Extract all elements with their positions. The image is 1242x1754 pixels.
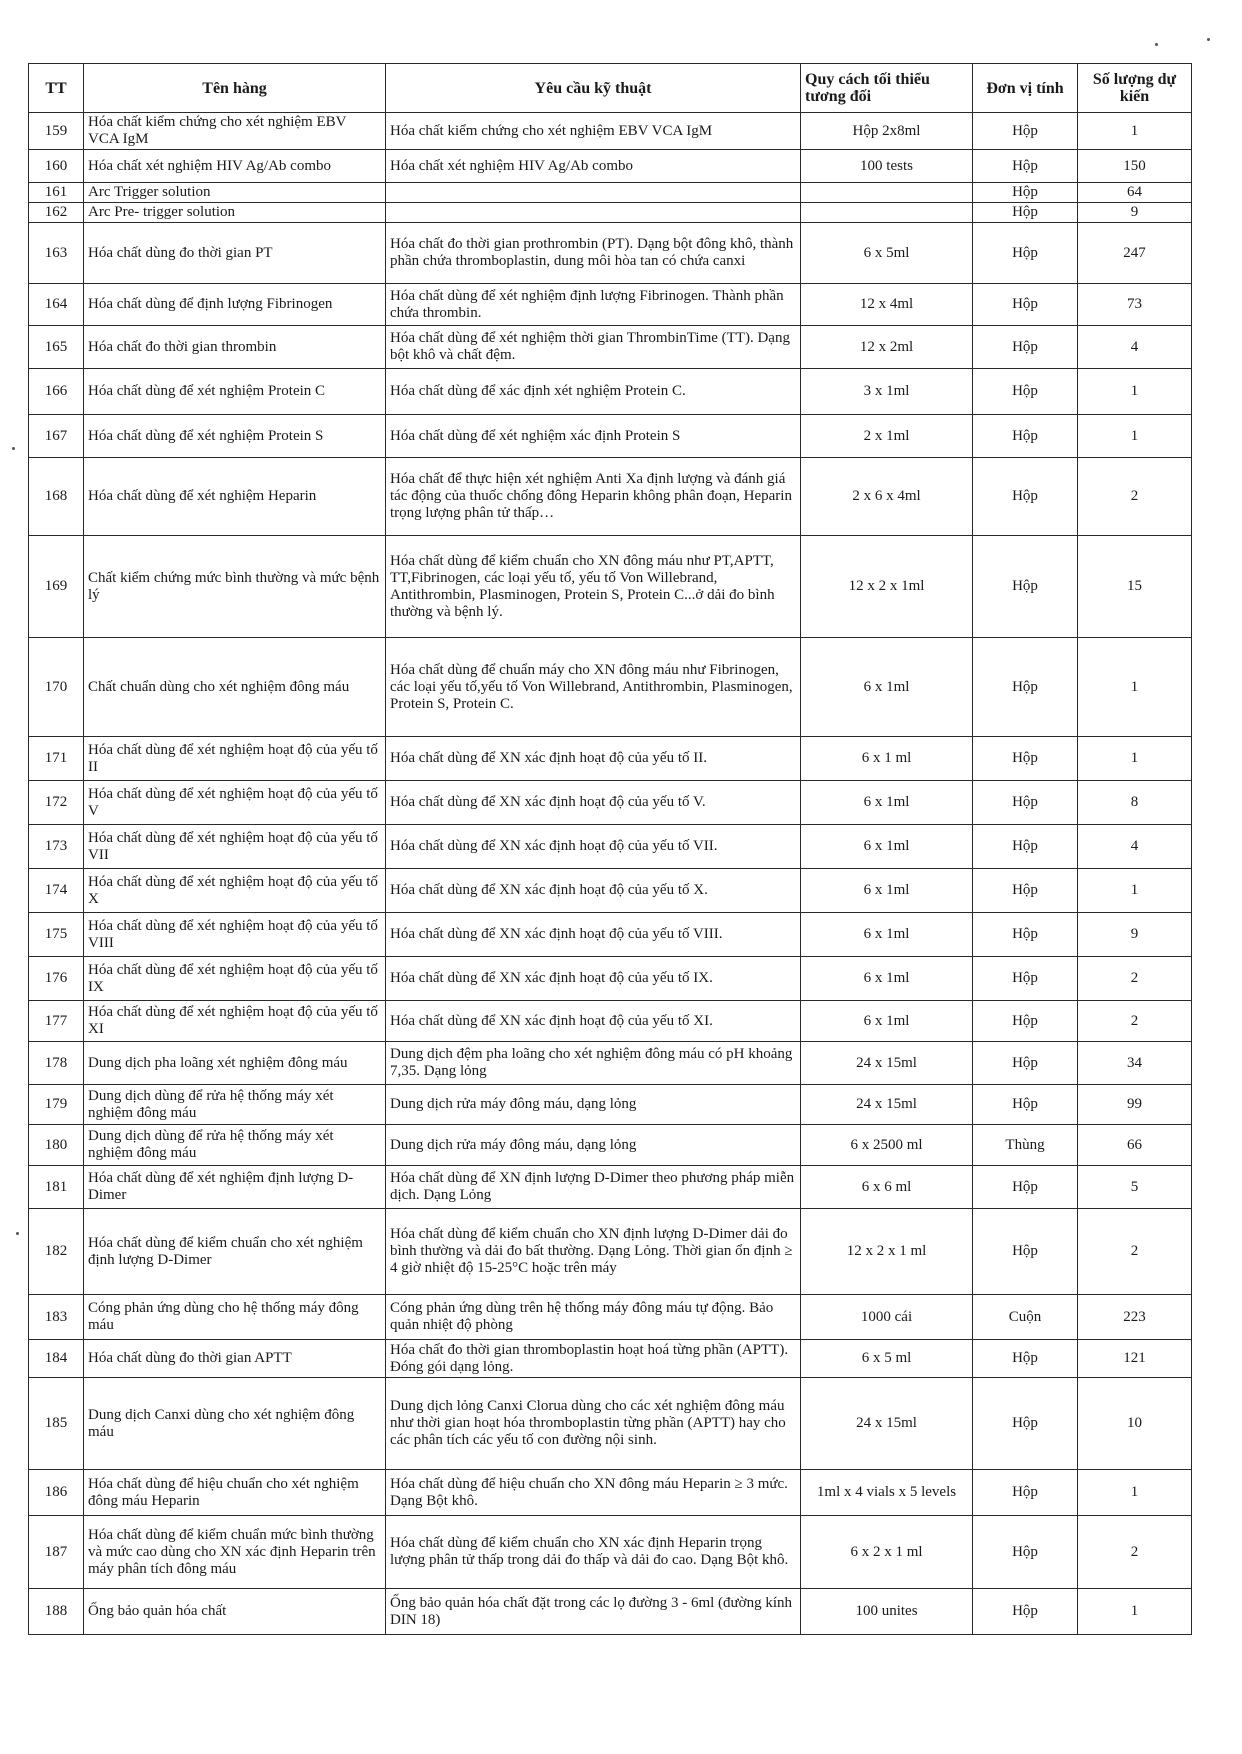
table-row: [29, 1378, 1192, 1470]
unit-cell: Hộp: [973, 825, 1078, 869]
technical-requirement-cell: Hóa chất đo thời gian prothrombin (PT). Dạng bột đông khô, thành phần chứa thromboplastin, dung môi hòa tan có chứa canxi: [386, 223, 801, 284]
item-name-cell: Hóa chất dùng để hiệu chuẩn cho xét nghiệm đông máu Heparin: [84, 1470, 386, 1516]
table-row: [29, 1001, 1192, 1042]
table-row: [29, 369, 1192, 415]
unit-cell: Hộp: [973, 458, 1078, 536]
row-number-cell: 181: [29, 1166, 84, 1209]
quantity-cell: 2: [1078, 957, 1192, 1001]
item-name-cell: Cóng phản ứng dùng cho hệ thống máy đông máu: [84, 1295, 386, 1340]
item-name-cell: Dung dịch dùng để rửa hệ thống máy xét nghiệm đông máu: [84, 1125, 386, 1166]
table-row: [29, 458, 1192, 536]
row-number-cell: 163: [29, 223, 84, 284]
unit-cell: Hộp: [973, 1001, 1078, 1042]
table-row: [29, 825, 1192, 869]
row-number-cell: 188: [29, 1589, 84, 1635]
table-row: [29, 150, 1192, 183]
technical-requirement-cell: Hóa chất dùng để kiểm chuẩn cho XN đông máu như PT,APTT, TT,Fibrinogen, các loại yếu tố, yếu tố Von Willebrand, Antithrombin, Plasminogen, Protein S, Protein C...ở dải đo bình thường và bệnh lý.: [386, 536, 801, 638]
packaging-cell: 6 x 1ml: [801, 913, 973, 957]
table-body: [29, 113, 1192, 1635]
scan-speck: [1155, 43, 1158, 46]
quantity-cell: 247: [1078, 223, 1192, 284]
unit-cell: Hộp: [973, 203, 1078, 223]
row-number-cell: 167: [29, 415, 84, 458]
unit-cell: Cuộn: [973, 1295, 1078, 1340]
row-number-cell: 175: [29, 913, 84, 957]
item-name-cell: Dung dịch dùng để rửa hệ thống máy xét nghiệm đông máu: [84, 1085, 386, 1125]
packaging-cell: 1000 cái: [801, 1295, 973, 1340]
packaging-cell: 3 x 1ml: [801, 369, 973, 415]
quantity-cell: 34: [1078, 1042, 1192, 1085]
packaging-cell: 6 x 1ml: [801, 825, 973, 869]
row-number-cell: 183: [29, 1295, 84, 1340]
quantity-cell: 9: [1078, 913, 1192, 957]
technical-requirement-cell: Dung dịch lỏng Canxi Clorua dùng cho các xét nghiệm đông máu như thời gian hoạt hóa thromboplastin từng phần (APTT) hay cho các phân tích các yếu tố con đường nội sinh.: [386, 1378, 801, 1470]
packaging-cell: 100 unites: [801, 1589, 973, 1635]
unit-cell: Hộp: [973, 1209, 1078, 1295]
item-name-cell: Dung dịch pha loãng xét nghiệm đông máu: [84, 1042, 386, 1085]
row-number-cell: 161: [29, 183, 84, 203]
table-header: [29, 64, 1192, 113]
unit-cell: Hộp: [973, 1470, 1078, 1516]
table-row: [29, 223, 1192, 284]
packaging-cell: 24 x 15ml: [801, 1085, 973, 1125]
technical-requirement-cell: Hóa chất dùng để XN định lượng D-Dimer theo phương pháp miễn dịch. Dạng Lỏng: [386, 1166, 801, 1209]
quantity-cell: 1: [1078, 638, 1192, 737]
packaging-cell: 24 x 15ml: [801, 1042, 973, 1085]
header-unit: Đơn vị tính: [973, 64, 1078, 113]
technical-requirement-cell: Ống bảo quản hóa chất đặt trong các lọ đường 3 - 6ml (đường kính DIN 18): [386, 1589, 801, 1635]
header-requirement: Yêu cầu kỹ thuật: [386, 64, 801, 113]
quantity-cell: 1: [1078, 415, 1192, 458]
quantity-cell: 99: [1078, 1085, 1192, 1125]
scan-speck: [1207, 38, 1210, 41]
row-number-cell: 171: [29, 737, 84, 781]
row-number-cell: 170: [29, 638, 84, 737]
unit-cell: Hộp: [973, 113, 1078, 150]
technical-requirement-cell: Hóa chất dùng để XN xác định hoạt độ của yếu tố II.: [386, 737, 801, 781]
item-name-cell: Ống bảo quản hóa chất: [84, 1589, 386, 1635]
row-number-cell: 159: [29, 113, 84, 150]
technical-requirement-cell: Dung dịch rửa máy đông máu, dạng lỏng: [386, 1125, 801, 1166]
item-name-cell: Hóa chất dùng để xét nghiệm hoạt độ của yếu tố VIII: [84, 913, 386, 957]
table-row: [29, 1085, 1192, 1125]
row-number-cell: 160: [29, 150, 84, 183]
packaging-cell: 6 x 5 ml: [801, 1340, 973, 1378]
item-name-cell: Hóa chất dùng đo thời gian APTT: [84, 1340, 386, 1378]
row-number-cell: 168: [29, 458, 84, 536]
row-number-cell: 185: [29, 1378, 84, 1470]
technical-requirement-cell: Hóa chất dùng để kiểm chuẩn cho XN định lượng D-Dimer dải đo bình thường và dải đo bất thường. Dạng Lỏng. Thời gian ổn định ≥ 4 giờ nhiệt độ 15-25°C hoặc trên máy: [386, 1209, 801, 1295]
packaging-cell: 6 x 5ml: [801, 223, 973, 284]
packaging-cell: [801, 203, 973, 223]
quantity-cell: 10: [1078, 1378, 1192, 1470]
header-row: [29, 64, 1192, 113]
quantity-cell: 66: [1078, 1125, 1192, 1166]
quantity-cell: 2: [1078, 1001, 1192, 1042]
chemicals-spec-table: [28, 63, 1192, 1635]
packaging-cell: 2 x 1ml: [801, 415, 973, 458]
table-row: [29, 1589, 1192, 1635]
row-number-cell: 178: [29, 1042, 84, 1085]
table-row: [29, 957, 1192, 1001]
item-name-cell: Hóa chất dùng để xét nghiệm hoạt độ của yếu tố VII: [84, 825, 386, 869]
unit-cell: Hộp: [973, 150, 1078, 183]
unit-cell: Hộp: [973, 1085, 1078, 1125]
item-name-cell: Hóa chất xét nghiệm HIV Ag/Ab combo: [84, 150, 386, 183]
quantity-cell: 2: [1078, 1209, 1192, 1295]
quantity-cell: 8: [1078, 781, 1192, 825]
technical-requirement-cell: Hóa chất dùng để XN xác định hoạt độ của yếu tố XI.: [386, 1001, 801, 1042]
quantity-cell: 2: [1078, 458, 1192, 536]
row-number-cell: 169: [29, 536, 84, 638]
technical-requirement-cell: Hóa chất dùng để xét nghiệm xác định Protein S: [386, 415, 801, 458]
technical-requirement-cell: Hóa chất dùng để xét nghiệm thời gian ThrombinTime (TT). Dạng bột khô và chất đệm.: [386, 326, 801, 369]
item-name-cell: Hóa chất đo thời gian thrombin: [84, 326, 386, 369]
quantity-cell: 1: [1078, 869, 1192, 913]
unit-cell: Hộp: [973, 781, 1078, 825]
table-row: [29, 415, 1192, 458]
packaging-cell: 6 x 1ml: [801, 638, 973, 737]
item-name-cell: Hóa chất dùng để định lượng Fibrinogen: [84, 284, 386, 326]
row-number-cell: 166: [29, 369, 84, 415]
quantity-cell: 121: [1078, 1340, 1192, 1378]
packaging-cell: 6 x 1 ml: [801, 737, 973, 781]
technical-requirement-cell: Hóa chất dùng để xác định xét nghiệm Protein C.: [386, 369, 801, 415]
unit-cell: Hộp: [973, 737, 1078, 781]
packaging-cell: 12 x 2 x 1ml: [801, 536, 973, 638]
unit-cell: Hộp: [973, 1042, 1078, 1085]
row-number-cell: 182: [29, 1209, 84, 1295]
item-name-cell: Chất chuẩn dùng cho xét nghiệm đông máu: [84, 638, 386, 737]
row-number-cell: 179: [29, 1085, 84, 1125]
quantity-cell: 1: [1078, 369, 1192, 415]
row-number-cell: 165: [29, 326, 84, 369]
technical-requirement-cell: Cóng phản ứng dùng trên hệ thống máy đông máu tự động. Bảo quản nhiệt độ phòng: [386, 1295, 801, 1340]
table-row: [29, 1470, 1192, 1516]
table-row: [29, 326, 1192, 369]
technical-requirement-cell: Hóa chất dùng để XN xác định hoạt độ của yếu tố V.: [386, 781, 801, 825]
table-row: [29, 1516, 1192, 1589]
technical-requirement-cell: Hóa chất xét nghiệm HIV Ag/Ab combo: [386, 150, 801, 183]
packaging-cell: 6 x 2500 ml: [801, 1125, 973, 1166]
technical-requirement-cell: Hóa chất dùng để kiểm chuẩn cho XN xác định Heparin trọng lượng phân tử thấp trong dải đo thấp và dải đo cao. Dạng Bột khô.: [386, 1516, 801, 1589]
table-row: [29, 737, 1192, 781]
quantity-cell: 1: [1078, 1589, 1192, 1635]
packaging-cell: 12 x 2ml: [801, 326, 973, 369]
quantity-cell: 1: [1078, 737, 1192, 781]
item-name-cell: Arc Pre- trigger solution: [84, 203, 386, 223]
item-name-cell: Hóa chất dùng để xét nghiệm hoạt độ của yếu tố IX: [84, 957, 386, 1001]
packaging-cell: 100 tests: [801, 150, 973, 183]
row-number-cell: 176: [29, 957, 84, 1001]
unit-cell: Thùng: [973, 1125, 1078, 1166]
item-name-cell: Hóa chất dùng đo thời gian PT: [84, 223, 386, 284]
row-number-cell: 186: [29, 1470, 84, 1516]
packaging-cell: 6 x 1ml: [801, 781, 973, 825]
quantity-cell: 223: [1078, 1295, 1192, 1340]
row-number-cell: 174: [29, 869, 84, 913]
table-row: [29, 113, 1192, 150]
item-name-cell: Hóa chất dùng để xét nghiệm hoạt độ của yếu tố V: [84, 781, 386, 825]
packaging-cell: 6 x 1ml: [801, 1001, 973, 1042]
technical-requirement-cell: Hóa chất đo thời gian thromboplastin hoạt hoá từng phần (APTT). Đóng gói dạng lỏng.: [386, 1340, 801, 1378]
technical-requirement-cell: Hóa chất dùng để XN xác định hoạt độ của yếu tố VIII.: [386, 913, 801, 957]
quantity-cell: 4: [1078, 825, 1192, 869]
row-number-cell: 177: [29, 1001, 84, 1042]
packaging-cell: 2 x 6 x 4ml: [801, 458, 973, 536]
item-name-cell: Hóa chất dùng để xét nghiệm Protein S: [84, 415, 386, 458]
unit-cell: Hộp: [973, 183, 1078, 203]
scan-speck: [12, 447, 15, 450]
quantity-cell: 15: [1078, 536, 1192, 638]
unit-cell: Hộp: [973, 1340, 1078, 1378]
table-row: [29, 1042, 1192, 1085]
item-name-cell: Chất kiểm chứng mức bình thường và mức bệnh lý: [84, 536, 386, 638]
technical-requirement-cell: Dung dịch đệm pha loãng cho xét nghiệm đông máu có pH khoảng 7,35. Dạng lỏng: [386, 1042, 801, 1085]
item-name-cell: Hóa chất dùng để xét nghiệm định lượng D-Dimer: [84, 1166, 386, 1209]
unit-cell: Hộp: [973, 536, 1078, 638]
row-number-cell: 172: [29, 781, 84, 825]
quantity-cell: 9: [1078, 203, 1192, 223]
item-name-cell: Hóa chất dùng để xét nghiệm hoạt độ của yếu tố XI: [84, 1001, 386, 1042]
table-row: [29, 781, 1192, 825]
row-number-cell: 184: [29, 1340, 84, 1378]
unit-cell: Hộp: [973, 869, 1078, 913]
quantity-cell: 73: [1078, 284, 1192, 326]
unit-cell: Hộp: [973, 369, 1078, 415]
header-packaging: Quy cách tối thiểu tương đối: [801, 64, 973, 113]
header-quantity: Số lượng dự kiến: [1078, 64, 1192, 113]
header-tt: TT: [29, 64, 84, 113]
packaging-cell: 6 x 2 x 1 ml: [801, 1516, 973, 1589]
quantity-cell: 4: [1078, 326, 1192, 369]
table-row: [29, 183, 1192, 203]
technical-requirement-cell: [386, 203, 801, 223]
unit-cell: Hộp: [973, 1516, 1078, 1589]
packaging-cell: 24 x 15ml: [801, 1378, 973, 1470]
table-row: [29, 869, 1192, 913]
table-row: [29, 1166, 1192, 1209]
unit-cell: Hộp: [973, 1166, 1078, 1209]
quantity-cell: 2: [1078, 1516, 1192, 1589]
packaging-cell: 6 x 1ml: [801, 957, 973, 1001]
row-number-cell: 180: [29, 1125, 84, 1166]
quantity-cell: 1: [1078, 1470, 1192, 1516]
unit-cell: Hộp: [973, 638, 1078, 737]
table-row: [29, 1125, 1192, 1166]
technical-requirement-cell: [386, 183, 801, 203]
item-name-cell: Hóa chất dùng để xét nghiệm hoạt độ của yếu tố X: [84, 869, 386, 913]
item-name-cell: Arc Trigger solution: [84, 183, 386, 203]
quantity-cell: 5: [1078, 1166, 1192, 1209]
table-row: [29, 284, 1192, 326]
technical-requirement-cell: Hóa chất dùng để XN xác định hoạt độ của yếu tố VII.: [386, 825, 801, 869]
packaging-cell: 1ml x 4 vials x 5 levels: [801, 1470, 973, 1516]
scan-speck: [16, 1232, 19, 1235]
unit-cell: Hộp: [973, 223, 1078, 284]
packaging-cell: 12 x 4ml: [801, 284, 973, 326]
table-row: [29, 536, 1192, 638]
table-row: [29, 638, 1192, 737]
item-name-cell: Dung dịch Canxi dùng cho xét nghiệm đông máu: [84, 1378, 386, 1470]
item-name-cell: Hóa chất dùng để xét nghiệm Heparin: [84, 458, 386, 536]
row-number-cell: 173: [29, 825, 84, 869]
item-name-cell: Hóa chất dùng để kiểm chuẩn mức bình thường và mức cao dùng cho XN xác định Heparin trên máy phân tích đông máu: [84, 1516, 386, 1589]
row-number-cell: 162: [29, 203, 84, 223]
unit-cell: Hộp: [973, 913, 1078, 957]
unit-cell: Hộp: [973, 284, 1078, 326]
item-name-cell: Hóa chất dùng để kiểm chuẩn cho xét nghiệm định lượng D-Dimer: [84, 1209, 386, 1295]
quantity-cell: 150: [1078, 150, 1192, 183]
item-name-cell: Hóa chất dùng để xét nghiệm hoạt độ của yếu tố II: [84, 737, 386, 781]
quantity-cell: 1: [1078, 113, 1192, 150]
technical-requirement-cell: Hóa chất dùng để XN xác định hoạt độ của yếu tố IX.: [386, 957, 801, 1001]
unit-cell: Hộp: [973, 415, 1078, 458]
item-name-cell: Hóa chất kiểm chứng cho xét nghiệm EBV VCA IgM: [84, 113, 386, 150]
quantity-cell: 64: [1078, 183, 1192, 203]
packaging-cell: 6 x 1ml: [801, 869, 973, 913]
packaging-cell: [801, 183, 973, 203]
unit-cell: Hộp: [973, 1378, 1078, 1470]
packaging-cell: 6 x 6 ml: [801, 1166, 973, 1209]
technical-requirement-cell: Hóa chất dùng để hiệu chuẩn cho XN đông máu Heparin ≥ 3 mức. Dạng Bột khô.: [386, 1470, 801, 1516]
technical-requirement-cell: Hóa chất dùng để chuẩn máy cho XN đông máu như Fibrinogen, các loại yếu tố,yếu tố Von Willebrand, Antithrombin, Plasminogen, Protein S, Protein C.: [386, 638, 801, 737]
table-row: [29, 1295, 1192, 1340]
header-name: Tên hàng: [84, 64, 386, 113]
technical-requirement-cell: Hóa chất kiểm chứng cho xét nghiệm EBV VCA IgM: [386, 113, 801, 150]
table-row: [29, 203, 1192, 223]
unit-cell: Hộp: [973, 1589, 1078, 1635]
unit-cell: Hộp: [973, 957, 1078, 1001]
row-number-cell: 164: [29, 284, 84, 326]
technical-requirement-cell: Hóa chất dùng để xét nghiệm định lượng Fibrinogen. Thành phần chứa thrombin.: [386, 284, 801, 326]
unit-cell: Hộp: [973, 326, 1078, 369]
technical-requirement-cell: Hóa chất để thực hiện xét nghiệm Anti Xa định lượng và đánh giá tác động của thuốc chống đông Heparin không phân đoạn, Heparin trọng lượng phân tử thấp…: [386, 458, 801, 536]
row-number-cell: 187: [29, 1516, 84, 1589]
table-row: [29, 913, 1192, 957]
item-name-cell: Hóa chất dùng để xét nghiệm Protein C: [84, 369, 386, 415]
table-row: [29, 1209, 1192, 1295]
technical-requirement-cell: Dung dịch rửa máy đông máu, dạng lỏng: [386, 1085, 801, 1125]
technical-requirement-cell: Hóa chất dùng để XN xác định hoạt độ của yếu tố X.: [386, 869, 801, 913]
packaging-cell: Hộp 2x8ml: [801, 113, 973, 150]
table-row: [29, 1340, 1192, 1378]
packaging-cell: 12 x 2 x 1 ml: [801, 1209, 973, 1295]
